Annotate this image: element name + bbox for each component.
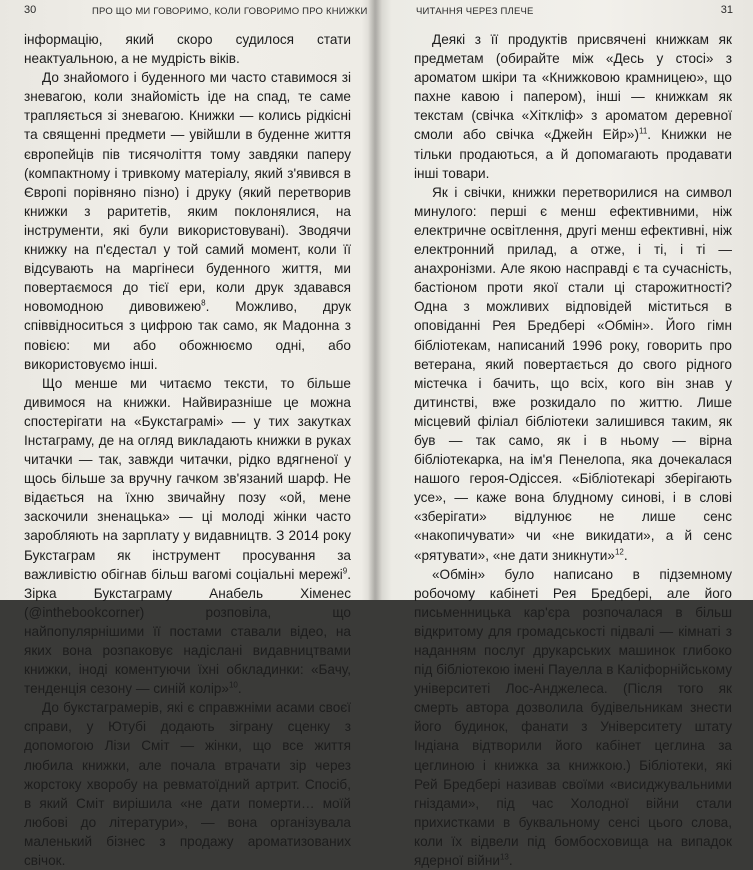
footnote-ref: 13 [499,852,509,862]
paragraph: Як і свічки, книжки перетворилися на символ минулого: перші є менш ефективними, ніж електричне освітлення, другі менш ефективні, ніж електронний прилад, а отже, і ті, і ті — анахронізми. Але якою насправді є та сучасність, бастіоном проти якої стали ці старожитності? Одна з можливих відповідей міститься в оповіданні Рея Бредбері «Обмін». Його гімн бібліотекам, написаний 1996 року, говорить про ветерана, який повертається до свого рідного містечка і бачить, що всіх, кого він знав у дитинстві, вже розкидало по життю. Лише місцевий філіал бібліотеки залишився таким, як був — так само, як і в ньому — вірна бібліотекарка, на ім'я Пенелопа, яка дочекалася нашого героя-Одіссея. «Бібліотекарі зберігають усе», — каже вона блудному синові, і в слові «зберігати» відлунює не лише сенс «накопичувати» чи «не викидати», а й сенс «рятувати», «не дати зникнути»$^{12}$. [414,184,732,563]
paragraph-text: . [508,853,513,869]
body-text [414,30,732,870]
paragraph: Що менше ми читаємо тексти, то більше дивимося на книжки. Найвиразніше це можна спостерігати на «Букстаграмі» — у тих закутках Інстаграму, де на огляд викладають книжки в руках читачки — так, завжди читачки, рідко вдягненої у щось більше за вручну гачком зв'язаний шарф. Не відається на їхню звичайну позу «ой, мене заскочили зненацька» — ці молоді жінки часто заробляють на зарплату у видавництв. З 2014 року Букстаграм як інструмент просування за важливістю обігнав більш вагомі соціальні мережі$^9$. Зірка Букстаграму Анабель Хіменес (@inthebookcorner) розповіла, що найпопулярнішими її постами ставали відео, на яких вона розпаковує надіслані видавництвами книжки, іноді коментуючи їхні обкладинки: «Бачу, тенденція сезону — синій колір»$^{10}$. [24,375,351,697]
paragraph-text: . Книжки не тільки продаються, а й допомагають продавати інші товари. [414,127,732,181]
running-head: ПРО ЩО МИ ГОВОРИМО, КОЛИ ГОВОРИМО ПРО КНИЖКИ [92,6,368,17]
paragraph-text: Що менше ми читаємо тексти, то більше дивимося на книжки. Найвиразніше це можна спостерігати на «Букстаграмі» — у тих закутках Інстаграму, де на огляд викладають книжки в руках читачки — так, завжди читачки, рідко вдягненої у щось більше за вручну гачком зв'язаний шарф. Не відається на їхню звичайну позу «ой, мене заскочили зненацька» — ці молоді жінки часто заробляють на зарплату у видавництв. З 2014 року Букстаграм як інструмент просування за важливістю обігнав більш вагомі соціальні мережі [24,375,351,582]
left-page [0,0,370,869]
page-number: 31 [720,4,733,16]
footnote-ref: 8 [201,298,206,308]
right-page [382,0,753,869]
paragraph [414,30,732,183]
paragraph [24,68,351,374]
paragraph [414,565,732,870]
footnote-ref: 9 [342,566,348,576]
paragraph-text: До знайомого і буденного ми часто ставимося зі зневагою, коли знайомість іде на спад, те саме трапляється зі зневагою. Книжки — колись рідкісні та священні предмети — увійшли в буденне життя європейців пів тисячоліття тому завдяки паперу (компактному і тривкому матеріалу, який з'явився в Європі порівняно пізно) і друку (який перетворив книжки з раритетів, яким поклонялися, на інструменти, які були використовувані). Зводячи книжку на п'єдестал у той самий момент, коли її відсувають на маргінеси буденного життя, ми повертаємося до тієї ери, коли друк здавався новомодною дивовижею [24,70,351,315]
footnote-ref: 12 [614,547,624,556]
footnote-ref: 10 [228,680,238,690]
paragraph: До букстаграмерів, які є справжніми асами своєї справи, у Ютубі додають зіграну сценку з допомогою Лізи Сміт — жінки, що все життя любила книжки, але почала втрачати зір через жорстоку хворобу на ревматоїдний артрит. Спосіб, в який Сміт вирішила «не дати померти… моїй любові до літератури», — вона організувала маленький бізнес з продажу ароматизованих свічок. [24,700,351,869]
paragraph-text: Як і свічки, книжки перетворилися на символ минулого: перші є менш ефективними, ніж електричне освітлення, другі менш ефективні, ніж електронний прилад, а отже, і ті, і ті — анахронізми. Але якою насправді є та сучасність, бастіоном проти якої стали ці старожитності? Одна з можливих відповідей міститься в оповіданні Рея Бредбері «Обмін». Його гімн бібліотекам, написаний 1996 року, говорить про ветерана, який повертається до свого рідного містечка і бачить, що всіх, кого він знав у дитинстві, вже розкидало по життю. Лише місцевий філіал бібліотеки залишився таким, як був — так само, як і в ньому — вірна бібліотекарка, на ім'я Пенелопа, яка дочекалася нашого героя-Одіссея. «Бібліотекарі зберігають усе», — каже вона блудному синові, і в слові «зберігати» відлунює не лише сенс «накопичувати» чи «не викидати», а й сенс «рятувати», «не дати зникнути» [414,184,732,563]
book-gutter [368,0,382,600]
paragraph-text: . Зірка Букстаграму Анабель Хіменес (@inthebookcorner) розповіла, що найпопулярнішими її постами ставали відео, на яких вона розпаковує надіслані видавництвами книжки, іноді коментуючи їхні обкладинки: «Бачу, тенденція сезону — синій колір» [24,566,351,697]
paragraph-text: Деякі з її продуктів присвячені книжкам як предметам (обирайте між «Десь у стосі» з ароматом шкіри та «Книжковою крамницею», що пахне кавою і папером), інші — книжкам як текстам (свічка «Хіткліф» з ароматом деревної смоли або свічка «Джейн Ейр») [414,32,732,143]
running-head: ЧИТАННЯ ЧЕРЕЗ ПЛЕЧЕ [416,6,534,17]
footnote-ref: 11 [638,126,648,136]
page-number: 30 [24,4,37,16]
paragraph: інформацію, який скоро судилося стати неактуальною, а не мудрість віків. [24,32,351,67]
body-text [24,30,351,870]
paragraph-text: «Обмін» було написано в підземному робочому кабінеті Рея Бредбері, але його письменницька кар'єра розпочалася в більш відкритому для громадськості підвалі — кімнаті з наданням послуг друкарських машинок глибоко під бібліотекою імені Пауелла в Каліфорнійському університеті Лос-Анджелеса. (Після того як смерть автора дозволила будівельникам знести його будинок, фанати з Університету штату Індіана відтворили його кабінет цеглина за цеглиною і книжка за книжкою.) Бібліотеки, які Рей Бредбері називав своїми «висиджувальними гніздами», під час Холодної війни стали прихистками в буквальному сенсі цього слова, коли їх відвели під бомбосховища на випадок ядерної війни [414,566,732,869]
paragraph-text: . Можливо, друк співвідноситься з цифрою так само, як Мадонна з повією: ми або обожнюємо одні, або використовуємо інші. [24,299,351,372]
